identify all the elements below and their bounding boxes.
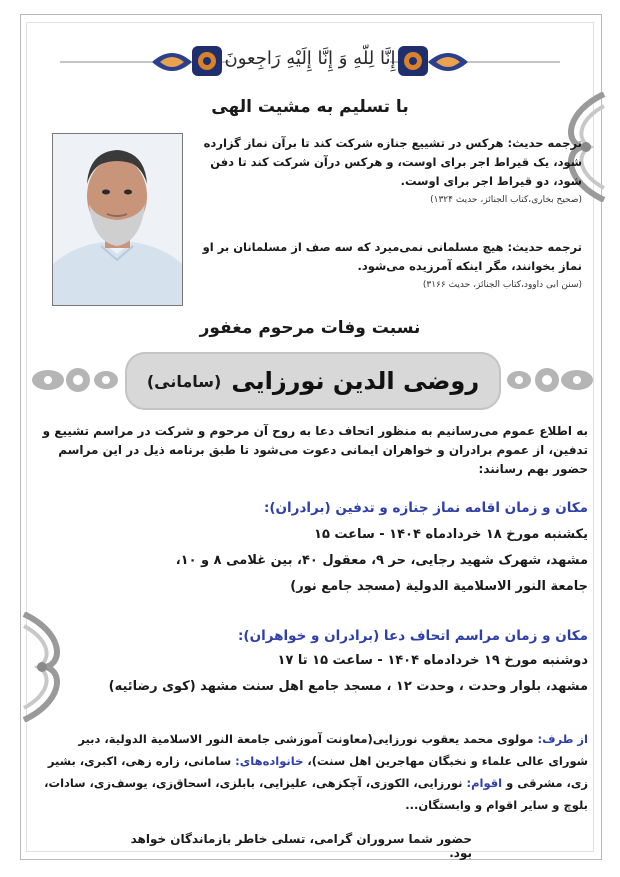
tribes-text: نورزایی، الکوزی، آچکزهی، علیزایی، بابلزی، اسحاق‌زی، یوسف‌زی، سادات، بلوچ xyxy=(44,776,588,812)
subtitle: نسبت وفات مرحوم مغفور xyxy=(199,318,421,338)
families-label: خانواده‌های: xyxy=(235,754,304,768)
quran-verse: إِنَّا لِلّهِ وَ إِنَّا إِلَیْهِ رَاجِعونَ xyxy=(224,48,396,69)
section-prayer-line-1: دوشنبه مورخ ۱۹ خردادماه ۱۴۰۴ - ساعت ۱۵ تا ۱۷ xyxy=(277,653,588,668)
hadith-block-1 xyxy=(192,134,582,210)
section-funeral xyxy=(36,500,588,600)
deceased-portrait xyxy=(52,133,183,306)
section-prayer xyxy=(36,628,588,700)
name-ornament-left-icon xyxy=(30,362,120,398)
deceased-name-box xyxy=(125,352,501,410)
section-funeral-line-1: یکشنبه مورخ ۱۸ خردادماه ۱۴۰۴ - ساعت ۱۵ xyxy=(314,527,588,542)
section-prayer-title: مکان و زمان مراسم اتحاف دعا (برادران و خواهران): xyxy=(238,628,588,644)
from-label: از طرف: xyxy=(537,732,588,746)
hadith-1-text: ترجمه حدیث: هرکس در تشییع جنازه شرکت کند تا برآن نماز گزارده شود، یک قیراط اجر برای اوست، و هرکس درآن شرکت کند تا دفن شود، دو قیراط اجر برای اوست. xyxy=(203,136,582,188)
hadith-1-source: (صحیح بخاری،کتاب الجنائز، حدیث ۱۳۲۴) xyxy=(430,195,582,205)
closing-text: حضور شما سروران گرامی، تسلی خاطر بازماندگان خواهد بود. xyxy=(130,832,472,860)
name-ornament-right-icon xyxy=(505,362,595,398)
hadith-block-2 xyxy=(192,238,582,295)
families-text: سامانی، زاره زهی، اکبری، بشیر زی، مشرقی xyxy=(47,754,588,790)
headline: با تسلیم به مشیت الهی xyxy=(211,97,409,117)
section-prayer-line-2: مشهد، بلوار وحدت ، وحدت ۱۲ ، مسجد جامع اهل سنت مشهد (کوی رضائیه) xyxy=(108,679,588,694)
section-funeral-title: مکان و زمان اقامه نماز جنازه و تدفین (برادران): xyxy=(263,500,588,516)
section-funeral-line-3: جامعة النور الاسلامیة الدولیة (مسجد جامع نور) xyxy=(290,579,588,594)
from-tail: و سایر اقوام و وابستگان... xyxy=(405,798,560,812)
hadith-2-source: (سنن ابی داوود،کتاب الجنائز، حدیث ۳۱۶۶) xyxy=(422,280,582,290)
deceased-name: روضی الدین نورزایی xyxy=(231,367,480,395)
section-funeral-line-2: مشهد، شهرک شهید رجایی، حر ۹، معقول ۴۰، بین غلامی ۸ و ۱۰، xyxy=(175,553,588,568)
tribes-label: اقوام: xyxy=(466,776,503,790)
from-text: مولوی محمد یعقوب نورزایی(معاونت آموزشی جامعة النور الاسلامیة الدولیة، دبیر شورای عالی علماء و نخبگان مهاجرین اهل سنت)، xyxy=(78,732,588,768)
hadith-2-text: ترجمه حدیث: هیچ مسلمانی نمی‌میرد که سه صف از مسلمانان بر او نماز بخوانند، مگر اینکه آمرزیده می‌شود. xyxy=(202,240,582,273)
deceased-tribe: (سامانی) xyxy=(146,371,222,391)
announcement-text: به اطلاع عموم می‌رسانیم به منظور اتحاف دعا به روح آن مرحوم و شرکت در مراسم تشییع و تدفین، از عموم برادران و خواهران ایمانی دعوت می‌شود تا طبق برنامه ذیل در این مراسم حضور بهم رسانند: xyxy=(42,424,588,476)
from-block: از طرف: مولوی محمد یعقوب نورزایی(معاونت آموزشی جامعة النور الاسلامیة الدولیة، دبیر شورای عالی علماء و نخبگان مهاجرین اهل سنت)، خانواده‌های: سامانی، زاره زهی، اکبری، بشیر زی، مشرقی و اقوام: نورزایی، الکوزی، آچکزهی، علیزایی، بابلزی، اسحاق‌زی، یوسف‌زی، سادات، بلوچ و سایر اقوام و وابستگان... xyxy=(44,732,588,812)
